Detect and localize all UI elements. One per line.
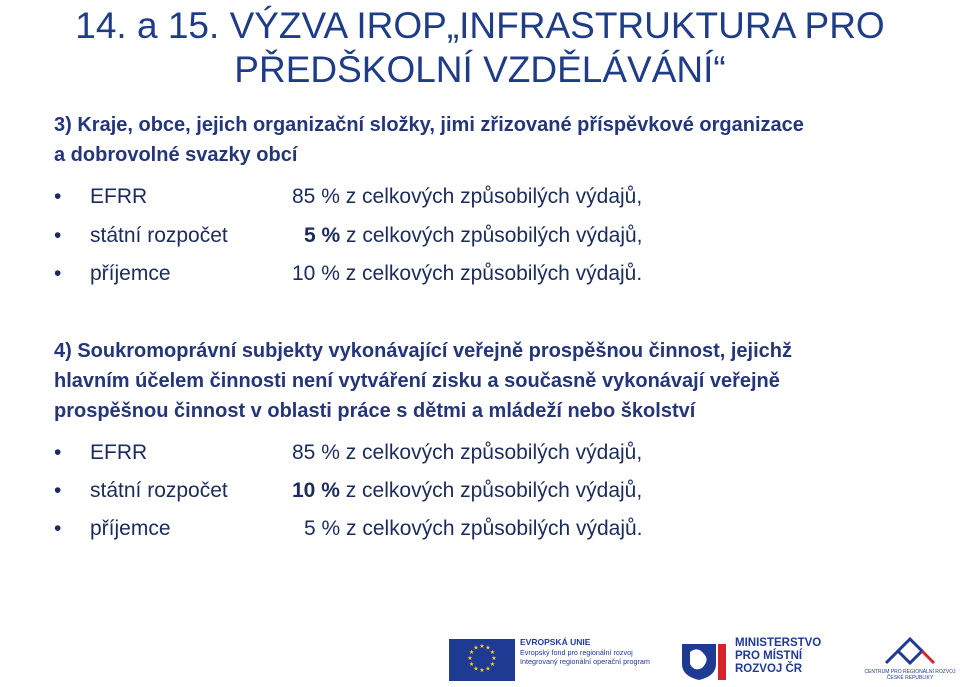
row-value: 10 % z celkových způsobilých výdajů, [292,479,643,502]
section-3-row-efrr [54,178,934,216]
eu-flag-icon [449,639,515,681]
svg-text:★: ★ [479,667,485,674]
svg-text:★: ★ [473,665,479,673]
bullet-icon: • [54,262,62,285]
row-value: 5 % z celkových způsobilých výdajů, [304,224,643,247]
mmr-line-1: MINISTERSTVO [735,637,822,649]
title-line-2: PŘEDŠKOLNÍ VZDĚLÁVÁNÍ“ [234,49,726,90]
crr-text [860,669,960,681]
bullet-icon: • [54,224,62,247]
eu-fund: Evropský fond pro regionální rozvoj [520,647,633,657]
section-3-heading-line-1: 3) Kraje, obce, jejich organizační složky, jimi zřizované příspěvkové organizace [54,114,804,136]
svg-text:★: ★ [479,643,485,650]
mmr-text [735,637,821,676]
footer-logos [0,625,960,682]
row-label: EFRR [90,185,148,208]
section-4-row-efrr [54,434,934,472]
row-value: 5 % z celkových způsobilých výdajů. [304,517,643,540]
section-3-heading-line-2: a dobrovolné svazky obcí [54,144,298,166]
svg-text:★: ★ [489,649,496,656]
mmr-line-3: ROZVOJ ČR [735,663,803,675]
crr-line-1: CENTRUM PRO REGIONÁLNÍ ROZVOJ [864,669,956,675]
svg-text:★: ★ [467,655,473,662]
section-4-heading [54,336,934,426]
svg-text:★: ★ [491,655,497,662]
mmr-line-2: PRO MÍSTNÍ [735,650,803,662]
mmr-lion-icon [676,638,728,682]
svg-text:★: ★ [485,665,491,673]
section-3-row-state-budget [54,217,934,255]
eu-text [520,638,665,667]
svg-text:★: ★ [485,644,491,652]
row-label: EFRR [90,441,148,464]
row-label: příjemce [90,262,171,285]
svg-text:★: ★ [468,661,475,668]
crr-line-2: ČESKÉ REPUBLIKY [886,675,934,681]
section-3-row-recipient [54,255,934,293]
eu-title: EVROPSKÁ UNIE [520,637,591,647]
bullet-icon: • [54,185,62,208]
row-value: 10 % z celkových způsobilých výdajů. [292,262,643,285]
crr-logo-icon [870,637,950,667]
row-label: státní rozpočet [90,224,228,247]
row-value: 85 % z celkových způsobilých výdajů, [292,441,643,464]
row-label: příjemce [90,517,171,540]
title-line-1: 14. a 15. VÝZVA IROP„INFRASTRUKTURA PRO [75,5,885,46]
eu-program: Integrovaný regionální operační program [520,657,650,666]
row-value: 85 % z celkových způsobilých výdajů, [292,185,643,208]
bullet-icon: • [54,441,62,464]
section-4-heading-line-2: hlavním účelem činnosti není vytváření zisku a současně vykonávají veřejně [54,370,780,392]
svg-text:★: ★ [489,661,496,668]
section-4-heading-line-1: 4) Soukromoprávní subjekty vykonávající veřejně prospěšnou činnost, jejichž [54,340,793,362]
section-3-heading [54,110,934,170]
slide-title [0,0,960,92]
section-4-row-state-budget [54,472,934,510]
section-4-row-recipient [54,510,934,548]
svg-text:★: ★ [473,644,479,652]
bullet-icon: • [54,517,62,540]
row-label: státní rozpočet [90,479,228,502]
svg-text:★: ★ [468,649,475,656]
bullet-icon: • [54,479,62,502]
section-4-heading-line-3: prospěšnou činnost v oblasti práce s dětmi a mládeží nebo školství [54,400,696,422]
